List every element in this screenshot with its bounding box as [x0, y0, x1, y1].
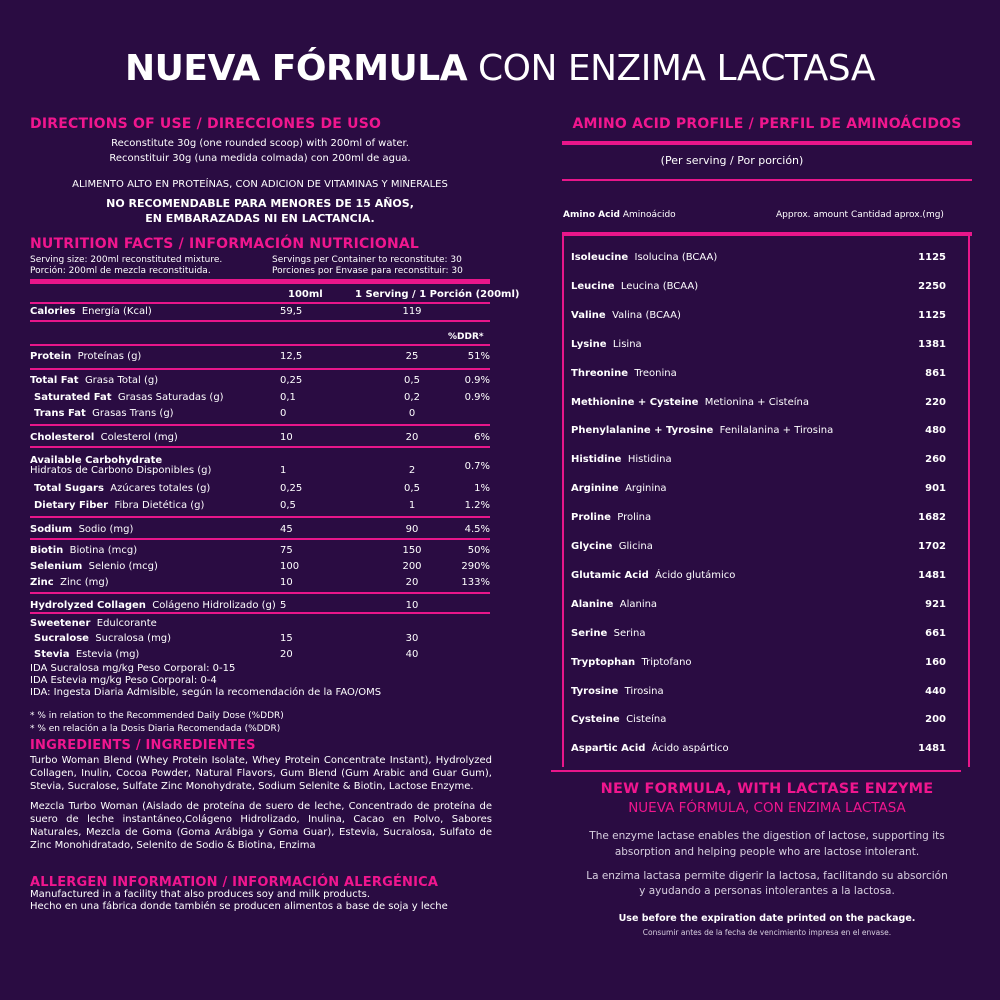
- amino-row: [571, 541, 946, 555]
- divider: [30, 592, 490, 594]
- divider: [562, 179, 972, 181]
- nutrition-row: [30, 306, 490, 320]
- nutrient-value-ddr: 0.7%: [464, 461, 490, 472]
- nutrition-row: [30, 633, 490, 647]
- nutrient-value-serving: 1: [408, 500, 416, 511]
- nutrient-name-es: Fibra Dietética (g): [114, 500, 205, 511]
- nutrition-row: [30, 561, 490, 575]
- nutrition-row: [30, 483, 490, 497]
- nutrient-value-serving: 25: [405, 351, 419, 362]
- nutrition-row: [30, 649, 490, 663]
- nutrient-value-ddr: 6%: [474, 432, 490, 443]
- serving-size-es: Porción: 200ml de mezcla reconstituida.: [30, 266, 211, 276]
- ddr-note-en: * % in relation to the Recommended Daily Dose (%DDR): [30, 711, 284, 721]
- amino-col-left-es: Aminoácido: [622, 210, 676, 220]
- amino-row: [571, 397, 946, 411]
- nutrient-name-en: Total Fat: [30, 375, 79, 386]
- nutrient-value-100ml: 0,1: [280, 392, 296, 403]
- amino-name-es: Lisina: [612, 338, 642, 350]
- amino-value: 260: [925, 454, 946, 466]
- amino-name-es: Histidina: [627, 454, 672, 466]
- ida-definition: IDA: Ingesta Diaria Admisible, según la recomendación de la FAO/OMS: [30, 687, 382, 698]
- nutrient-name-es: Sucralosa (mg): [95, 633, 172, 644]
- amino-name-en: Lysine: [571, 338, 607, 350]
- serving-size-en: Serving size: 200ml reconstituted mixture.: [30, 255, 223, 265]
- amino-col-left-en: Amino Acid: [563, 210, 620, 220]
- nutrient-name-es: Energía (Kcal): [81, 306, 152, 317]
- amino-value: 1125: [918, 252, 946, 263]
- amino-row: [571, 483, 946, 497]
- amino-row: [571, 686, 946, 700]
- nutrient-value-100ml: 12,5: [280, 351, 303, 362]
- amino-name-es: Ácido aspártico: [651, 743, 729, 755]
- nutrient-value-100ml: 0,5: [280, 500, 296, 511]
- amino-col-left: [563, 210, 676, 220]
- amino-name-en: Serine: [571, 627, 608, 639]
- amino-name-es: Cisteína: [626, 714, 667, 726]
- lactase-divider: [551, 770, 961, 772]
- col-100ml: 100ml: [288, 289, 323, 300]
- nutrient-name-es: Biotina (mcg): [69, 545, 138, 556]
- nutrient-value-serving: 20: [405, 432, 419, 443]
- amino-row: [571, 339, 946, 353]
- amino-value: 921: [925, 598, 946, 610]
- nutrient-value-100ml: 10: [280, 432, 293, 443]
- nutrient-name-es: Grasas Trans (g): [92, 408, 174, 419]
- nutrient-name-en: Hydrolyzed Collagen: [30, 600, 146, 611]
- amino-row: [571, 454, 946, 468]
- nutrition-top-bar: [30, 279, 490, 284]
- nutrient-value-ddr: 133%: [461, 577, 490, 588]
- nutrition-row: [30, 500, 490, 514]
- nutrient-value-serving: 119: [402, 306, 422, 317]
- nutrient-name-es: Grasa Total (g): [84, 375, 159, 386]
- amino-name-en: Glycine: [571, 541, 613, 552]
- nutrient-value-ddr: 50%: [467, 545, 490, 556]
- amino-name-en: Isoleucine: [571, 252, 629, 263]
- amino-value: 220: [925, 396, 946, 408]
- amino-name-es: Valina (BCAA): [612, 309, 681, 321]
- directions-warning-2: EN EMBARAZADAS NI EN LACTANCIA.: [145, 212, 375, 225]
- amino-value: 440: [925, 685, 946, 697]
- nutrition-row: [30, 432, 490, 446]
- nutrient-name-es: Hidratos de Carbono Disponibles (g): [30, 465, 212, 476]
- nutrient-value-ddr: 4.5%: [464, 524, 490, 535]
- amino-name-en: Arginine: [571, 483, 619, 495]
- amino-name-es: Tirosina: [624, 685, 664, 697]
- nutrition-row: [30, 408, 490, 422]
- amino-value: 1125: [918, 309, 946, 321]
- nutrient-value-serving: 0: [408, 408, 416, 419]
- directions-alert: ALIMENTO ALTO EN PROTEÍNAS, CON ADICION DE VITAMINAS Y MINERALES: [72, 179, 448, 190]
- use-before-en: Use before the expiration date printed on the package.: [618, 913, 916, 924]
- allergen-heading: ALLERGEN INFORMATION / INFORMACIÓN ALERGÉNICA: [30, 875, 439, 890]
- divider: [30, 344, 490, 346]
- amino-per-serving: (Per serving / Por porción): [660, 154, 804, 167]
- nutrient-value-ddr: 1%: [474, 483, 490, 494]
- amino-value: 160: [925, 656, 946, 668]
- amino-name-es: Arginina: [625, 483, 667, 495]
- lactase-heading-en: NEW FORMULA, WITH LACTASE ENZYME: [600, 781, 934, 797]
- lactase-text-es-2: y ayudando a personas intolerantes a la lactosa.: [639, 885, 895, 897]
- amino-name-en: Proline: [571, 512, 611, 524]
- nutrient-value-serving: 2: [408, 465, 416, 476]
- ddr-header: %DDR*: [448, 332, 484, 342]
- nutrient-value-100ml: 75: [280, 545, 293, 556]
- amino-name-en: Threonine: [571, 367, 628, 379]
- nutrient-name-es: Zinc (mg): [60, 577, 109, 588]
- nutrient-name-en: Protein: [30, 351, 72, 362]
- amino-value: 1481: [918, 743, 946, 755]
- amino-col-right: Approx. amount Cantidad aprox.(mg): [776, 210, 944, 220]
- lactase-text-es-1: La enzima lactasa permite digerir la lactosa, facilitando su absorción: [586, 870, 948, 882]
- amino-value: 861: [925, 367, 946, 379]
- divider: [30, 424, 490, 426]
- lactase-heading-es: NUEVA FÓRMULA, CON ENZIMA LACTASA: [628, 800, 906, 816]
- amino-name-en: Methionine + Cysteine: [571, 396, 699, 408]
- ddr-note-es: * % en relación a la Dosis Diaria Recomendada (%DDR): [30, 724, 281, 734]
- amino-row: [571, 628, 946, 642]
- nutrient-name-es: Colesterol (mg): [100, 432, 178, 443]
- divider: [30, 446, 490, 448]
- amino-name-es: Leucina (BCAA): [620, 280, 699, 292]
- nutrition-row: [30, 455, 490, 481]
- nutrient-name-es: Azúcares totales (g): [110, 483, 211, 494]
- amino-name-es: Glicina: [618, 541, 653, 552]
- amino-row: [571, 368, 946, 382]
- nutrient-name-es: Edulcorante: [96, 618, 157, 629]
- directions-line-es: Reconstituir 30g (una medida colmada) con 200ml de agua.: [109, 153, 411, 164]
- nutrient-value-serving: 0,2: [404, 392, 420, 403]
- amino-name-en: Cysteine: [571, 714, 620, 726]
- nutrient-value-serving: 200: [402, 561, 422, 572]
- amino-value: 1481: [918, 569, 946, 581]
- nutrient-name-en: Selenium: [30, 561, 83, 572]
- amino-name-en: Tyrosine: [571, 685, 619, 697]
- amino-value: 1682: [918, 512, 946, 524]
- nutrient-value-100ml: 5: [280, 600, 287, 611]
- nutrient-name-en: Trans Fat: [34, 408, 86, 419]
- nutrient-name-en: Stevia: [34, 649, 70, 660]
- nutrient-name-en: Cholesterol: [30, 432, 95, 443]
- nutrient-name-es: Proteínas (g): [77, 351, 142, 362]
- divider: [30, 516, 490, 518]
- amino-row: [571, 743, 946, 757]
- amino-value: 1381: [918, 338, 946, 350]
- nutrient-value-ddr: 290%: [461, 561, 490, 572]
- nutrient-value-100ml: 20: [280, 649, 293, 660]
- amino-name-es: Prolina: [617, 512, 652, 524]
- ingredients-en: Turbo Woman Blend (Whey Protein Isolate, Whey Protein Concentrate Instant), Hydrolyzed Collagen, Inulin, Cocoa Powder, Natural Flavors, Gum Blend (Gum Arabic and Guar Gum), Stevia, Sucralose, Sulfate Zinc Monohydrate, Sodium Selenite & Biotin, Lactose Enzyme.: [30, 755, 492, 792]
- amino-top-bar: [562, 141, 972, 145]
- nutrition-row: [30, 392, 490, 406]
- nutrition-heading: NUTRITION FACTS / INFORMACIÓN NUTRICIONAL: [30, 236, 420, 252]
- nutrient-value-100ml: 0,25: [280, 375, 303, 386]
- nutrient-name-en: Sodium: [30, 524, 73, 535]
- amino-name-es: Fenilalanina + Tirosina: [719, 425, 834, 437]
- nutrient-value-ddr: 0.9%: [464, 392, 490, 403]
- amino-heading: AMINO ACID PROFILE / PERFIL DE AMINOÁCIDOS: [572, 116, 962, 132]
- nutrition-row: [30, 351, 490, 365]
- amino-row: [571, 714, 946, 728]
- amino-name-en: Aspartic Acid: [571, 743, 646, 755]
- amino-name-en: Alanine: [571, 598, 614, 610]
- amino-header-bar: [562, 232, 972, 236]
- divider: [30, 320, 490, 322]
- lactase-text-en-2: absorption and helping people who are lactose intolerant.: [614, 846, 920, 858]
- nutrient-value-serving: 0,5: [404, 483, 420, 494]
- servings-per-container-en: Servings per Container to reconstitute: 30: [272, 255, 462, 265]
- amino-name-es: Isolucina (BCAA): [634, 252, 718, 263]
- amino-row: [571, 281, 946, 295]
- amino-name-en: Histidine: [571, 454, 622, 466]
- nutrient-name-en: Total Sugars: [34, 483, 104, 494]
- divider: [30, 538, 490, 540]
- nutrient-name-en: Calories: [30, 306, 76, 317]
- amino-value: 200: [925, 714, 946, 726]
- amino-name-es: Serina: [613, 627, 646, 639]
- amino-value: 2250: [918, 280, 946, 292]
- amino-name-en: Phenylalanine + Tyrosine: [571, 425, 714, 437]
- page-title: [0, 48, 1000, 89]
- nutrient-value-100ml: 1: [280, 465, 287, 476]
- nutrient-name-en: Saturated Fat: [34, 392, 112, 403]
- nutrient-value-ddr: 51%: [467, 351, 490, 362]
- nutrient-value-serving: 30: [405, 633, 419, 644]
- nutrition-header-row: [30, 289, 520, 303]
- nutrient-value-100ml: 0: [280, 408, 287, 419]
- nutrient-value-ddr: 1.2%: [464, 500, 490, 511]
- ida-sucralose: IDA Sucralosa mg/kg Peso Corporal: 0-15: [30, 663, 236, 674]
- nutrient-name-en: Available Carbohydrate: [30, 455, 163, 466]
- amino-row: [571, 657, 946, 671]
- allergen-en: Manufactured in a facility that also produces soy and milk products.: [30, 889, 371, 900]
- nutrient-name-en: Dietary Fiber: [34, 500, 109, 511]
- nutrient-value-serving: 90: [405, 524, 419, 535]
- nutrient-value-100ml: 100: [280, 561, 300, 572]
- amino-value: 661: [925, 627, 946, 639]
- allergen-es: Hecho en una fábrica donde también se producen alimentos a base de soja y leche: [30, 901, 448, 912]
- nutrient-value-100ml: 15: [280, 633, 293, 644]
- ingredients-es: Mezcla Turbo Woman (Aislado de proteína de suero de leche, Concentrado de proteína de suero de leche instantáneo,Colágeno Hidrolizado, Inulina, Cacao en Polvo, Sabores Naturales, Mezcla de Goma (Goma Arábiga y Goma Guar), Estevia, Sucralosa, Sulfato de Zinc Monohidratado, Selenito de Sodio & Biotina, Enzima: [30, 801, 492, 851]
- nutrient-value-serving: 150: [402, 545, 422, 556]
- servings-per-container-es: Porciones por Envase para reconstituir: 30: [272, 266, 463, 276]
- nutrient-name-en: Zinc: [30, 577, 54, 588]
- title-bold: NUEVA FÓRMULA: [125, 48, 468, 89]
- ingredients-heading: INGREDIENTS / INGREDIENTES: [30, 738, 256, 753]
- amino-value: 480: [925, 425, 946, 437]
- nutrient-value-serving: 40: [405, 649, 419, 660]
- amino-name-es: Metionina + Cisteína: [704, 396, 809, 408]
- col-serving: 1 Serving / 1 Porción (200ml): [355, 289, 520, 300]
- nutrition-row: [30, 600, 490, 614]
- amino-row: [571, 512, 946, 526]
- nutrient-name-es: Grasas Saturadas (g): [117, 392, 224, 403]
- nutrient-value-100ml: 59,5: [280, 306, 303, 317]
- amino-value: 1702: [918, 541, 946, 552]
- amino-value: 901: [925, 483, 946, 495]
- amino-name-en: Leucine: [571, 280, 615, 292]
- use-before-es: Consumir antes de la fecha de vencimiento impresa en el envase.: [642, 928, 892, 937]
- divider: [30, 368, 490, 370]
- divider: [30, 302, 490, 304]
- amino-row: [571, 599, 946, 613]
- amino-name-en: Valine: [571, 309, 606, 321]
- nutrient-name-es: Estevia (mg): [75, 649, 140, 660]
- nutrient-value-serving: 0,5: [404, 375, 420, 386]
- lactase-text-en-1: The enzyme lactase enables the digestion of lactose, supporting its: [589, 830, 945, 842]
- directions-warning-1: NO RECOMENDABLE PARA MENORES DE 15 AÑOS,: [106, 197, 414, 210]
- nutrient-value-100ml: 45: [280, 524, 293, 535]
- directions-line-en: Reconstitute 30g (one rounded scoop) with 200ml of water.: [111, 138, 409, 149]
- amino-row: [571, 570, 946, 584]
- nutrient-name-en: Biotin: [30, 545, 64, 556]
- title-light: CON ENZIMA LACTASA: [478, 48, 875, 89]
- nutrient-name-es: Selenio (mcg): [88, 561, 158, 572]
- ida-stevia: IDA Estevia mg/kg Peso Corporal: 0-4: [30, 675, 217, 686]
- nutrient-name-es: Sodio (mg): [78, 524, 134, 535]
- nutrient-name-en: Sucralose: [34, 633, 89, 644]
- amino-name-es: Treonina: [634, 367, 677, 379]
- nutrient-value-serving: 20: [405, 577, 419, 588]
- amino-right-border: [968, 236, 970, 767]
- amino-name-en: Glutamic Acid: [571, 569, 649, 581]
- amino-row: [571, 252, 946, 266]
- directions-heading: DIRECTIONS OF USE / DIRECCIONES DE USO: [30, 116, 382, 132]
- nutrition-row: [30, 618, 490, 632]
- amino-name-es: Triptofano: [641, 656, 692, 668]
- nutrition-row: [30, 524, 490, 538]
- nutrient-value-serving: 10: [405, 600, 419, 611]
- amino-row: [571, 425, 946, 439]
- nutrition-row: [30, 375, 490, 389]
- amino-name-es: Alanina: [619, 598, 658, 610]
- nutrition-row: [30, 545, 490, 559]
- amino-left-border: [562, 236, 564, 767]
- nutrient-name-es: Colágeno Hidrolizado (g): [152, 600, 276, 611]
- nutrient-value-100ml: 0,25: [280, 483, 303, 494]
- amino-row: [571, 310, 946, 324]
- amino-name-es: Ácido glutámico: [655, 569, 736, 581]
- nutrition-row: [30, 577, 490, 591]
- amino-name-en: Tryptophan: [571, 656, 636, 668]
- nutrient-value-100ml: 10: [280, 577, 293, 588]
- nutrient-name-en: Sweetener: [30, 618, 91, 629]
- nutrient-value-ddr: 0.9%: [464, 375, 490, 386]
